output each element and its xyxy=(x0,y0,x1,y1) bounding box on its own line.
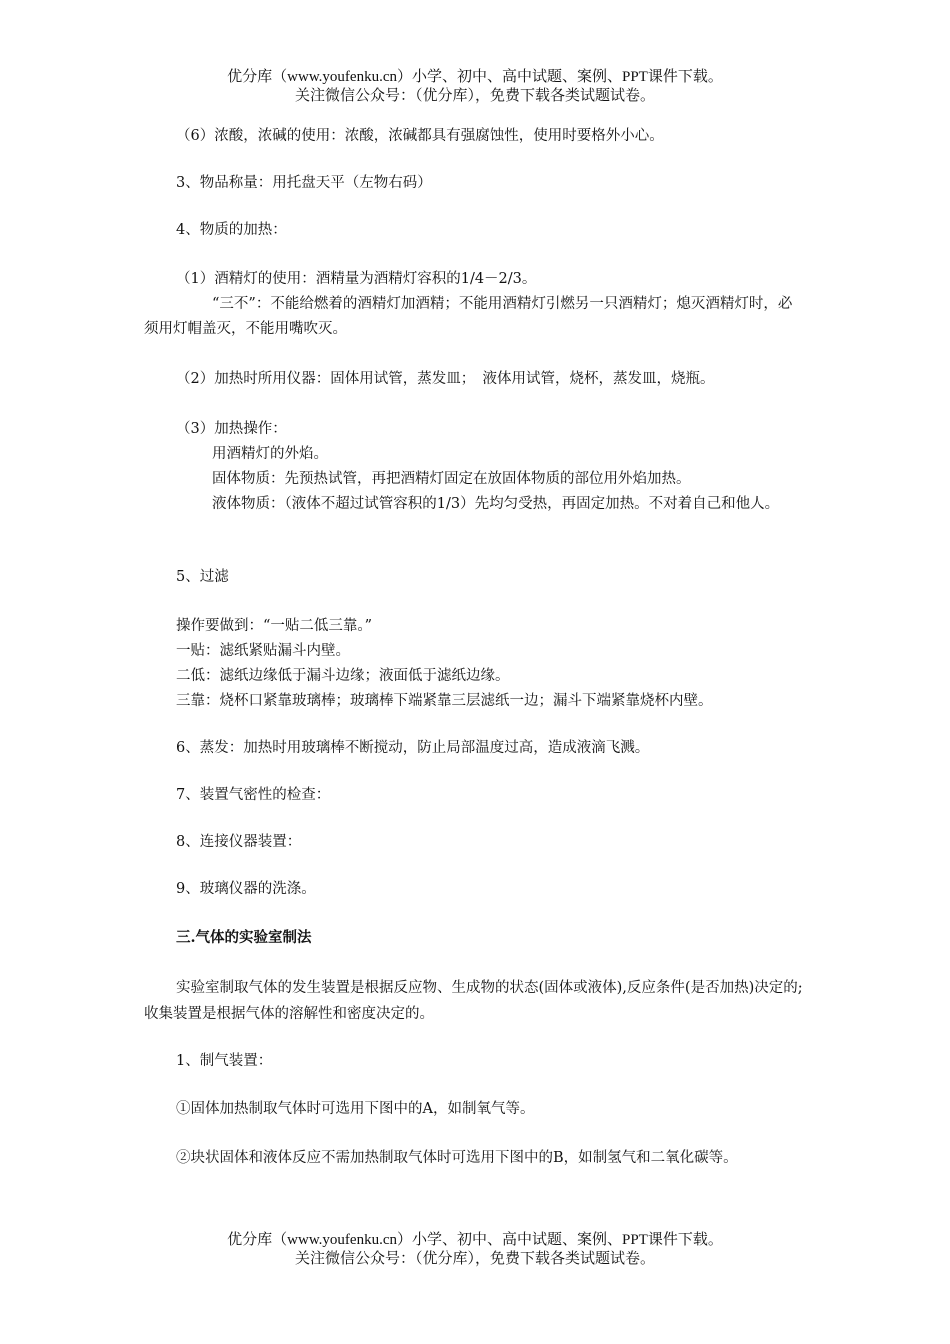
section-heading: 9、玻璃仪器的洗涤。 xyxy=(176,881,316,897)
section-heading: 4、物质的加热： xyxy=(176,222,287,238)
paragraph: （3）加热操作： xyxy=(176,421,287,437)
section-heading: 1、制气装置： xyxy=(176,1053,273,1069)
paragraph: ①固体加热制取气体时可选用下图中的A，如制氧气等。 xyxy=(176,1101,535,1117)
paragraph: 三靠：烧杯口紧靠玻璃棒；玻璃棒下端紧靠三层滤纸一边；漏斗下端紧靠烧杯内壁。 xyxy=(176,693,713,709)
paragraph: ②块状固体和液体反应不需加热制取气体时可选用下图中的B，如制氢气和二氧化碳等。 xyxy=(176,1150,738,1166)
paragraph: 操作要做到：“一贴二低三靠。” xyxy=(176,618,373,634)
paragraph: （1）酒精灯的使用：酒精量为酒精灯容积的1/4－2/3。 xyxy=(176,271,537,287)
paragraph: 用酒精灯的外焰。 xyxy=(212,446,328,462)
footer-line-1: 优分库（www.youfenku.cn）小学、初中、高中试题、案例、PPT课件下载。 xyxy=(227,1232,723,1248)
paragraph: （2）加热时所用仪器：固体用试管，蒸发皿； 液体用试管，烧杯，蒸发皿，烧瓶。 xyxy=(176,371,715,387)
paragraph: “三不”：不能给燃着的酒精灯加酒精；不能用酒精灯引燃另一只酒精灯；熄灭酒精灯时，必须用灯帽盖灭，不能用嘴吹灭。 xyxy=(144,296,793,337)
paragraph: 固体物质：先预热试管，再把酒精灯固定在放固体物质的部位用外焰加热。 xyxy=(212,471,691,487)
header-line-1: 优分库（www.youfenku.cn）小学、初中、高中试题、案例、PPT课件下载。 xyxy=(227,69,723,85)
paragraph: 二低：滤纸边缘低于漏斗边缘；液面低于滤纸边缘。 xyxy=(176,668,510,684)
section-heading: 8、连接仪器装置： xyxy=(176,834,302,850)
chapter-heading: 三.气体的实验室制法 xyxy=(176,929,312,946)
section-heading: 7、装置气密性的检查： xyxy=(176,787,331,803)
paragraph: 6、蒸发：加热时用玻璃棒不断搅动，防止局部温度过高，造成液滴飞溅。 xyxy=(176,740,650,756)
section-heading: 5、过滤 xyxy=(176,569,229,585)
paragraph: 实验室制取气体的发生装置是根据反应物、生成物的状态(固体或液体),反应条件(是否加热)决定的;收集装置是根据气体的溶解性和密度决定的。 xyxy=(144,980,803,1022)
paragraph: （6）浓酸，浓碱的使用：浓酸，浓碱都具有强腐蚀性，使用时要格外小心。 xyxy=(176,128,664,144)
paragraph: 液体物质：（液体不超过试管容积的1/3）先均匀受热，再固定加热。不对着自己和他人。 xyxy=(212,496,780,512)
paragraph: 一贴：滤纸紧贴漏斗内壁。 xyxy=(176,643,350,659)
header-line-2: 关注微信公众号：（优分库），免费下载各类试题试卷。 xyxy=(294,88,655,104)
section-heading: 3、物品称量：用托盘天平（左物右码） xyxy=(176,175,432,191)
footer-line-2: 关注微信公众号：（优分库），免费下载各类试题试卷。 xyxy=(294,1251,655,1267)
